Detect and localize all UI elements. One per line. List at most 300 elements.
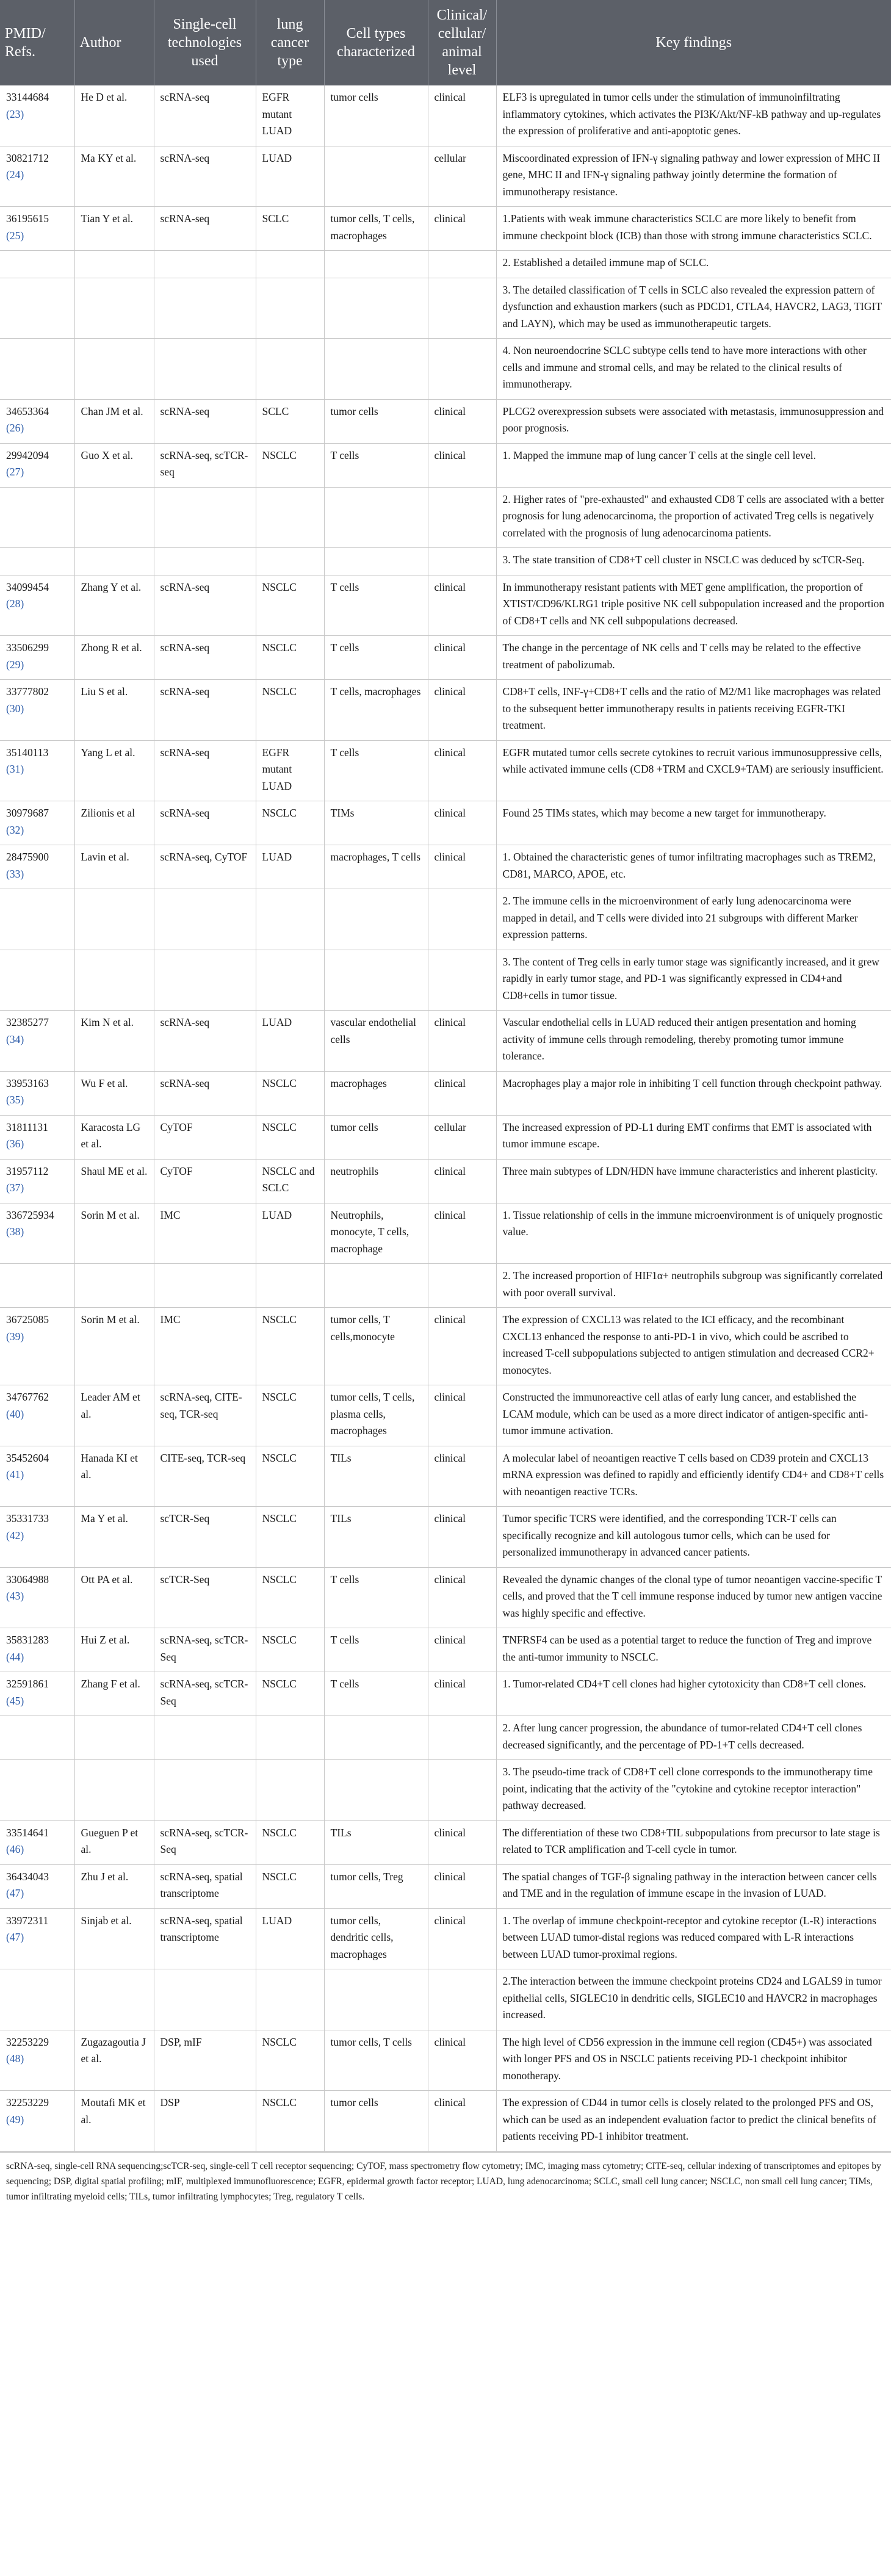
cell-key-finding: The expression of CD44 in tumor cells is closely related to the prolonged PFS and OS, which can be used as an independent evaluation factor to predict the clinical benefits of patients receiving PD-1 inhibitor treatment.	[496, 2091, 891, 2152]
cell-level	[428, 278, 496, 339]
cell-author: Gueguen P et al.	[74, 1820, 154, 1864]
cell-level: clinical	[428, 1567, 496, 1628]
cell-author	[74, 339, 154, 400]
cell-technology: scRNA-seq, scTCR-Seq	[154, 1628, 256, 1672]
cell-key-finding: In immunotherapy resistant patients with MET gene amplification, the proportion of XTIST/CD96/KLRG1 triple positive NK cell subpopulation increased and the proportion of CD8+T cells and NK cell subpopulations decreased.	[496, 575, 891, 636]
cell-cancer-type: NSCLC	[256, 1567, 324, 1628]
cell-pmid	[0, 1864, 74, 1908]
table-row	[0, 1203, 891, 1264]
cell-cell-types	[324, 339, 428, 400]
cell-cancer-type: NSCLC	[256, 2030, 324, 2091]
cell-cell-types	[324, 1716, 428, 1760]
cell-technology	[154, 548, 256, 575]
pmid-text: 336725934	[6, 1208, 54, 1221]
cell-key-finding: A molecular label of neoantigen reactive T cells based on CD39 protein and CXCL13 mRNA expression was defined to rapidly and efficiently identify CD4+ and CD8+T cells with neoantigen reactive TCRs.	[496, 1446, 891, 1507]
cell-technology	[154, 889, 256, 950]
cell-cancer-type: NSCLC	[256, 801, 324, 845]
cell-cancer-type: NSCLC	[256, 1507, 324, 1568]
reference-link[interactable]: (27)	[6, 466, 24, 478]
cell-cancer-type: NSCLC	[256, 1628, 324, 1672]
table-row	[0, 950, 891, 1011]
cell-cancer-type: NSCLC	[256, 1864, 324, 1908]
cell-level: cellular	[428, 146, 496, 207]
cell-technology: scRNA-seq	[154, 399, 256, 443]
cell-pmid	[0, 1308, 74, 1385]
table-row	[0, 548, 891, 575]
cell-cell-types	[324, 1264, 428, 1308]
cell-pmid	[0, 889, 74, 950]
cell-pmid	[0, 2091, 74, 2152]
cell-technology: scRNA-seq, scTCR-Seq	[154, 1672, 256, 1716]
cell-pmid	[0, 487, 74, 548]
cell-author	[74, 889, 154, 950]
table-row	[0, 1567, 891, 1628]
cell-key-finding: The spatial changes of TGF-β signaling pathway in the interaction between cancer cells and TME and in the regulation of immune escape in the invasion of LUAD.	[496, 1864, 891, 1908]
cell-level	[428, 548, 496, 575]
cell-key-finding: 2. Established a detailed immune map of SCLC.	[496, 251, 891, 278]
cell-pmid	[0, 443, 74, 487]
cell-cancer-type: NSCLC	[256, 1820, 324, 1864]
cell-technology: scRNA-seq	[154, 207, 256, 251]
cell-level: clinical	[428, 1820, 496, 1864]
cell-cell-types: tumor cells, Treg	[324, 1864, 428, 1908]
cell-level: clinical	[428, 575, 496, 636]
cell-pmid	[0, 1264, 74, 1308]
cell-cancer-type: NSCLC	[256, 2091, 324, 2152]
cell-cancer-type	[256, 950, 324, 1011]
cell-key-finding: 3. The content of Treg cells in early tumor stage was significantly increased, and it grew rapidly in early tumor stage, and PD-1 was significantly expressed in CD4+and CD8+cells in tumor tissue.	[496, 950, 891, 1011]
pmid-text: 33144684	[6, 91, 49, 103]
table-row	[0, 575, 891, 636]
cell-key-finding: The increased expression of PD-L1 during EMT confirms that EMT is associated with tumor immune escape.	[496, 1115, 891, 1159]
header-pmid: PMID/ Refs.	[0, 0, 74, 85]
pmid-text: 35452604	[6, 1451, 49, 1464]
table-row	[0, 85, 891, 146]
cell-key-finding: 1. Obtained the characteristic genes of tumor infiltrating macrophages such as TREM2, CD81, MARCO, APOE, etc.	[496, 845, 891, 889]
cell-technology: scRNA-seq	[154, 575, 256, 636]
table-row	[0, 845, 891, 889]
cell-key-finding: 1. Mapped the immune map of lung cancer T cells at the single cell level.	[496, 443, 891, 487]
cell-level: clinical	[428, 1203, 496, 1264]
table-row	[0, 2030, 891, 2091]
cell-level: clinical	[428, 636, 496, 680]
cell-author: Lavin et al.	[74, 845, 154, 889]
cell-author	[74, 1716, 154, 1760]
cell-level: clinical	[428, 85, 496, 146]
table-row	[0, 1115, 891, 1159]
cell-cell-types	[324, 487, 428, 548]
header-row	[0, 0, 891, 85]
cell-cell-types: neutrophils	[324, 1159, 428, 1203]
cell-pmid	[0, 636, 74, 680]
cell-key-finding: 3. The state transition of CD8+T cell cluster in NSCLC was deduced by scTCR-Seq.	[496, 548, 891, 575]
table-row	[0, 1628, 891, 1672]
cell-technology: scRNA-seq	[154, 801, 256, 845]
cell-author: Karacosta LG et al.	[74, 1115, 154, 1159]
cell-cancer-type: LUAD	[256, 845, 324, 889]
cell-cancer-type: NSCLC	[256, 1115, 324, 1159]
cell-author: Zhu J et al.	[74, 1864, 154, 1908]
table-row	[0, 801, 891, 845]
cell-cell-types	[324, 146, 428, 207]
cell-technology: IMC	[154, 1308, 256, 1385]
cell-pmid	[0, 1908, 74, 1969]
cell-key-finding: 4. Non neuroendocrine SCLC subtype cells tend to have more interactions with other cells and immune and stromal cells, and may be related to the clinical results of immunotherapy.	[496, 339, 891, 400]
cell-author: Sorin M et al.	[74, 1203, 154, 1264]
reference-link[interactable]: (23)	[6, 107, 24, 120]
cell-technology: scRNA-seq	[154, 740, 256, 801]
pmid-text: 32385277	[6, 1016, 49, 1028]
cell-key-finding: ELF3 is upregulated in tumor cells under the stimulation of immunoinfiltrating inflammatory cytokines, which activates the PI3K/Akt/NF-kB pathway and up-regulates the expression of proliferative and anti-apoptotic genes.	[496, 85, 891, 146]
pmid-text: 28475900	[6, 851, 49, 863]
table-row	[0, 399, 891, 443]
pmid-text: 35331733	[6, 1512, 49, 1524]
cell-cancer-type: LUAD	[256, 1011, 324, 1072]
cell-pmid	[0, 1011, 74, 1072]
cell-level	[428, 1969, 496, 2030]
cell-technology: CITE-seq, TCR-seq	[154, 1446, 256, 1507]
cell-pmid	[0, 1760, 74, 1821]
table-header	[0, 0, 891, 85]
cell-cell-types: T cells	[324, 740, 428, 801]
cell-cell-types: T cells, macrophages	[324, 680, 428, 741]
cell-key-finding: TNFRSF4 can be used as a potential target to reduce the function of Treg and improve the anti-tumor immunity to NSCLC.	[496, 1628, 891, 1672]
cell-author	[74, 950, 154, 1011]
table-row	[0, 487, 891, 548]
reference-link[interactable]: (33)	[6, 867, 24, 880]
reference-link[interactable]: (38)	[6, 1225, 24, 1238]
cell-author: Chan JM et al.	[74, 399, 154, 443]
cell-author: Zhong R et al.	[74, 636, 154, 680]
cell-technology: scRNA-seq	[154, 636, 256, 680]
reference-link[interactable]: (45)	[6, 1694, 24, 1707]
cell-level	[428, 1716, 496, 1760]
cell-key-finding: CD8+T cells, INF-γ+CD8+T cells and the ratio of M2/M1 like macrophages was related to the subsequent better immunotherapy results in patients receiving EGFR-TKI treatment.	[496, 680, 891, 741]
cell-cancer-type: NSCLC	[256, 575, 324, 636]
reference-link[interactable]: (44)	[6, 1650, 24, 1663]
cell-cell-types: macrophages, T cells	[324, 845, 428, 889]
pmid-text: 35831283	[6, 1634, 49, 1646]
cell-technology	[154, 251, 256, 278]
cell-key-finding: 2.The interaction between the immune checkpoint proteins CD24 and LGALS9 in tumor epithelial cells, SIGLEC10 in dendritic cells, SIGLEC10 and HAVCR2 in macrophages increased.	[496, 1969, 891, 2030]
reference-link[interactable]: (32)	[6, 823, 24, 836]
cell-author: Yang L et al.	[74, 740, 154, 801]
pmid-text: 30979687	[6, 807, 49, 819]
cell-author: Hanada KI et al.	[74, 1446, 154, 1507]
pmid-text: 33514641	[6, 1826, 49, 1839]
cell-key-finding: Miscoordinated expression of IFN-γ signaling pathway and lower expression of MHC II gene, MHC II and IFN-γ signaling pathway jointly determine the formation of immunotherapy resistance.	[496, 146, 891, 207]
cell-level	[428, 950, 496, 1011]
header-technology: Single-cell technologies used	[154, 0, 256, 85]
table-row	[0, 251, 891, 278]
table-row	[0, 1716, 891, 1760]
cell-cancer-type: SCLC	[256, 207, 324, 251]
cell-level: clinical	[428, 1011, 496, 1072]
cell-pmid	[0, 548, 74, 575]
cell-pmid	[0, 1567, 74, 1628]
reference-link[interactable]: (47)	[6, 1931, 24, 1943]
cell-key-finding: 1. Tissue relationship of cells in the immune microenvironment is of uniquely prognostic value.	[496, 1203, 891, 1264]
cell-key-finding: Constructed the immunoreactive cell atlas of early lung cancer, and established the LCAM module, which can be used as a more direct indicator of antigen-specific anti-tumor immune activation.	[496, 1385, 891, 1446]
cell-pmid	[0, 2030, 74, 2091]
cell-cell-types: tumor cells, T cells,monocyte	[324, 1308, 428, 1385]
cell-technology	[154, 339, 256, 400]
reference-link[interactable]: (28)	[6, 597, 24, 610]
cell-author: Zhang F et al.	[74, 1672, 154, 1716]
cell-level: clinical	[428, 1672, 496, 1716]
cell-key-finding: Macrophages play a major role in inhibiting T cell function through checkpoint pathway.	[496, 1071, 891, 1115]
cell-cell-types: tumor cells, T cells, macrophages	[324, 207, 428, 251]
cell-cancer-type: NSCLC	[256, 1385, 324, 1446]
cell-key-finding: 2. Higher rates of "pre-exhausted" and exhausted CD8 T cells are associated with a better prognosis for lung adenocarcinoma, the proportion of activated Treg cells is negatively correlated with the prognosis of lung adenocarcinoma patients.	[496, 487, 891, 548]
table-row	[0, 1071, 891, 1115]
table-row	[0, 1159, 891, 1203]
cell-cancer-type	[256, 1264, 324, 1308]
cell-cancer-type: NSCLC	[256, 1446, 324, 1507]
cell-key-finding: Three main subtypes of LDN/HDN have immune characteristics and inherent plasticity.	[496, 1159, 891, 1203]
cell-key-finding: 2. The immune cells in the microenvironment of early lung adenocarcinoma were mapped in detail, and T cells were divided into 21 subgroups with different Marker expression patterns.	[496, 889, 891, 950]
cell-key-finding: 3. The detailed classification of T cells in SCLC also revealed the expression pattern of dysfunction and exhaustion markers (such as PDCD1, CTLA4, HAVCR2, LAG3, TIGIT and LAYN), which may be used as immunotherapeutic targets.	[496, 278, 891, 339]
cell-author	[74, 487, 154, 548]
cell-pmid	[0, 146, 74, 207]
cell-author: Zhang Y et al.	[74, 575, 154, 636]
cell-key-finding: Revealed the dynamic changes of the clonal type of tumor neoantigen vaccine-specific T cells, and proved that the T cell immune response induced by tumor new antigen vaccine was highly specific and effective.	[496, 1567, 891, 1628]
cell-technology: scTCR-Seq	[154, 1567, 256, 1628]
cell-level: clinical	[428, 1308, 496, 1385]
cell-technology: DSP	[154, 2091, 256, 2152]
cell-level: clinical	[428, 1071, 496, 1115]
pmid-text: 31811131	[6, 1120, 48, 1133]
reference-link[interactable]: (30)	[6, 702, 24, 715]
pmid-text: 32253229	[6, 2035, 49, 2048]
table-row	[0, 146, 891, 207]
cell-level: clinical	[428, 1159, 496, 1203]
cell-cell-types: tumor cells, T cells	[324, 2030, 428, 2091]
cell-cancer-type: EGFR mutant LUAD	[256, 85, 324, 146]
cell-technology: scRNA-seq	[154, 1011, 256, 1072]
cell-cancer-type	[256, 1716, 324, 1760]
cell-level	[428, 339, 496, 400]
reference-link[interactable]: (40)	[6, 1407, 24, 1420]
cell-technology: scRNA-seq	[154, 680, 256, 741]
pmid-text: 32591861	[6, 1678, 49, 1690]
cell-technology: scRNA-seq, scTCR-seq	[154, 443, 256, 487]
cell-author: Ott PA et al.	[74, 1567, 154, 1628]
cell-level: clinical	[428, 845, 496, 889]
table-row	[0, 740, 891, 801]
cell-level: clinical	[428, 1446, 496, 1507]
cell-technology: scRNA-seq, spatial transcriptome	[154, 1864, 256, 1908]
cell-level: clinical	[428, 1385, 496, 1446]
cell-cancer-type	[256, 278, 324, 339]
table-row	[0, 1446, 891, 1507]
cell-author: Hui Z et al.	[74, 1628, 154, 1672]
cell-pmid	[0, 339, 74, 400]
table-row	[0, 1507, 891, 1568]
header-cancer-type: lung cancer type	[256, 0, 324, 85]
cell-technology: scRNA-seq, CITE-seq, TCR-seq	[154, 1385, 256, 1446]
cell-author: Liu S et al.	[74, 680, 154, 741]
reference-link[interactable]: (35)	[6, 1094, 24, 1106]
cell-technology: scRNA-seq	[154, 85, 256, 146]
header-level: Clinical/ cellular/ animal level	[428, 0, 496, 85]
cell-technology	[154, 487, 256, 548]
cell-pmid	[0, 207, 74, 251]
cell-author	[74, 1969, 154, 2030]
cell-cancer-type	[256, 889, 324, 950]
table-row	[0, 1864, 891, 1908]
cell-cell-types: tumor cells	[324, 2091, 428, 2152]
reference-link[interactable]: (29)	[6, 658, 24, 671]
reference-link[interactable]: (26)	[6, 422, 24, 434]
cell-cell-types: tumor cells, dendritic cells, macrophages	[324, 1908, 428, 1969]
cell-cell-types	[324, 1969, 428, 2030]
header-cell-types: Cell types characterized	[324, 0, 428, 85]
cell-level	[428, 487, 496, 548]
pmid-text: 34099454	[6, 580, 49, 593]
cell-level: clinical	[428, 680, 496, 741]
table-row	[0, 207, 891, 251]
cell-technology: scRNA-seq, spatial transcriptome	[154, 1908, 256, 1969]
pmid-text: 33064988	[6, 1573, 49, 1586]
cell-cell-types	[324, 548, 428, 575]
reference-link[interactable]: (48)	[6, 2052, 24, 2065]
cell-pmid	[0, 1159, 74, 1203]
reference-link[interactable]: (43)	[6, 1590, 24, 1602]
cell-cell-types: T cells	[324, 1628, 428, 1672]
cell-cancer-type	[256, 548, 324, 575]
cell-cell-types: TIMs	[324, 801, 428, 845]
reference-link[interactable]: (24)	[6, 168, 24, 181]
cell-level: clinical	[428, 1507, 496, 1568]
reference-link[interactable]: (34)	[6, 1033, 24, 1045]
cell-key-finding: 1. The overlap of immune checkpoint-receptor and cytokine receptor (L-R) interactions between LUAD tumor-distal regions was reduced compared with L-R interactions between LUAD tumor-proximal regions.	[496, 1908, 891, 1969]
cell-cell-types	[324, 889, 428, 950]
cell-key-finding: The change in the percentage of NK cells and T cells may be related to the effective treatment of pabolizumab.	[496, 636, 891, 680]
cell-pmid	[0, 1672, 74, 1716]
cell-cancer-type: NSCLC	[256, 1672, 324, 1716]
cell-cell-types: TILs	[324, 1446, 428, 1507]
cell-technology	[154, 950, 256, 1011]
pmid-text: 32253229	[6, 2096, 49, 2109]
cell-cancer-type: LUAD	[256, 1203, 324, 1264]
table-row	[0, 1820, 891, 1864]
cell-cell-types: vascular endothelial cells	[324, 1011, 428, 1072]
cell-cancer-type: NSCLC	[256, 1071, 324, 1115]
table-row	[0, 443, 891, 487]
cell-pmid	[0, 278, 74, 339]
table-row	[0, 278, 891, 339]
cell-level: clinical	[428, 399, 496, 443]
pmid-text: 36725085	[6, 1313, 49, 1326]
cell-author: Ma KY et al.	[74, 146, 154, 207]
cell-pmid	[0, 1716, 74, 1760]
cell-level: clinical	[428, 1908, 496, 1969]
cell-cancer-type	[256, 487, 324, 548]
cell-author: Leader AM et al.	[74, 1385, 154, 1446]
reference-link[interactable]: (42)	[6, 1529, 24, 1542]
cell-author: Kim N et al.	[74, 1011, 154, 1072]
table-row	[0, 636, 891, 680]
cell-author: Shaul ME et al.	[74, 1159, 154, 1203]
cell-technology: scRNA-seq	[154, 146, 256, 207]
cell-pmid	[0, 1115, 74, 1159]
table-row	[0, 889, 891, 950]
reference-link[interactable]: (31)	[6, 763, 24, 775]
cell-cell-types: T cells	[324, 636, 428, 680]
table-row	[0, 1308, 891, 1385]
table-row	[0, 1760, 891, 1821]
cell-level	[428, 251, 496, 278]
cell-cancer-type: EGFR mutant LUAD	[256, 740, 324, 801]
reference-link[interactable]: (47)	[6, 1887, 24, 1899]
reference-link[interactable]: (39)	[6, 1330, 24, 1343]
cell-pmid	[0, 1446, 74, 1507]
cell-technology: scRNA-seq	[154, 1071, 256, 1115]
cell-level: clinical	[428, 1864, 496, 1908]
cell-cell-types: tumor cells	[324, 85, 428, 146]
cell-cell-types: Neutrophils, monocyte, T cells, macrophage	[324, 1203, 428, 1264]
pmid-text: 31957112	[6, 1164, 49, 1177]
reference-link[interactable]: (37)	[6, 1182, 24, 1194]
cell-technology: DSP, mIF	[154, 2030, 256, 2091]
cell-pmid	[0, 1203, 74, 1264]
pmid-text: 34767762	[6, 1391, 49, 1403]
table-row	[0, 1908, 891, 1969]
cell-pmid	[0, 1385, 74, 1446]
cell-cell-types	[324, 251, 428, 278]
cell-key-finding: EGFR mutated tumor cells secrete cytokines to recruit various immunosuppressive cells, while activated immune cells (CD8 +TRM and CXCL9+TAM) are seriously insufficient.	[496, 740, 891, 801]
pmid-text: 30821712	[6, 151, 49, 164]
cell-pmid	[0, 399, 74, 443]
cell-author: Sinjab et al.	[74, 1908, 154, 1969]
cell-level: clinical	[428, 1628, 496, 1672]
cell-author: Moutafi MK et al.	[74, 2091, 154, 2152]
cell-cell-types	[324, 278, 428, 339]
table-body	[0, 85, 891, 2151]
cell-technology: CyTOF	[154, 1115, 256, 1159]
table-row	[0, 1385, 891, 1446]
cell-cell-types: T cells	[324, 1672, 428, 1716]
reference-link[interactable]: (36)	[6, 1138, 24, 1150]
cell-cell-types	[324, 1760, 428, 1821]
cell-pmid	[0, 575, 74, 636]
reference-link[interactable]: (25)	[6, 229, 24, 242]
cell-cancer-type	[256, 339, 324, 400]
cell-key-finding: The high level of CD56 expression in the immune cell region (CD45+) was associated with longer PFS and OS in NSCLC patients receiving PD-1 checkpoint inhibitor monotherapy.	[496, 2030, 891, 2091]
reference-link[interactable]: (46)	[6, 1843, 24, 1855]
reference-link[interactable]: (41)	[6, 1468, 24, 1481]
cell-cell-types: T cells	[324, 1567, 428, 1628]
table-row	[0, 1672, 891, 1716]
cell-cancer-type	[256, 1760, 324, 1821]
reference-link[interactable]: (49)	[6, 2113, 24, 2126]
cell-key-finding: The expression of CXCL13 was related to the ICI efficacy, and the recombinant CXCL13 enhanced the response to anti-PD-1 in vivo, which could be ascribed to increased T-cell subpopulations subjected to antigen stimulation and decreased CCR2+ monocytes.	[496, 1308, 891, 1385]
cell-cancer-type: NSCLC	[256, 680, 324, 741]
cell-key-finding: 2. After lung cancer progression, the abundance of tumor-related CD4+T cell clones decreased significantly, and the percentage of PD-1+T cells decreased.	[496, 1716, 891, 1760]
cell-pmid	[0, 845, 74, 889]
cell-technology	[154, 1969, 256, 2030]
cell-level	[428, 1760, 496, 1821]
cell-technology: CyTOF	[154, 1159, 256, 1203]
table-row	[0, 1011, 891, 1072]
cell-cell-types: tumor cells, T cells, plasma cells, macrophages	[324, 1385, 428, 1446]
cell-pmid	[0, 801, 74, 845]
cell-cell-types: T cells	[324, 443, 428, 487]
cell-key-finding: 1. Tumor-related CD4+T cell clones had higher cytotoxicity than CD8+T cell clones.	[496, 1672, 891, 1716]
cell-level: clinical	[428, 2030, 496, 2091]
cell-author	[74, 1760, 154, 1821]
